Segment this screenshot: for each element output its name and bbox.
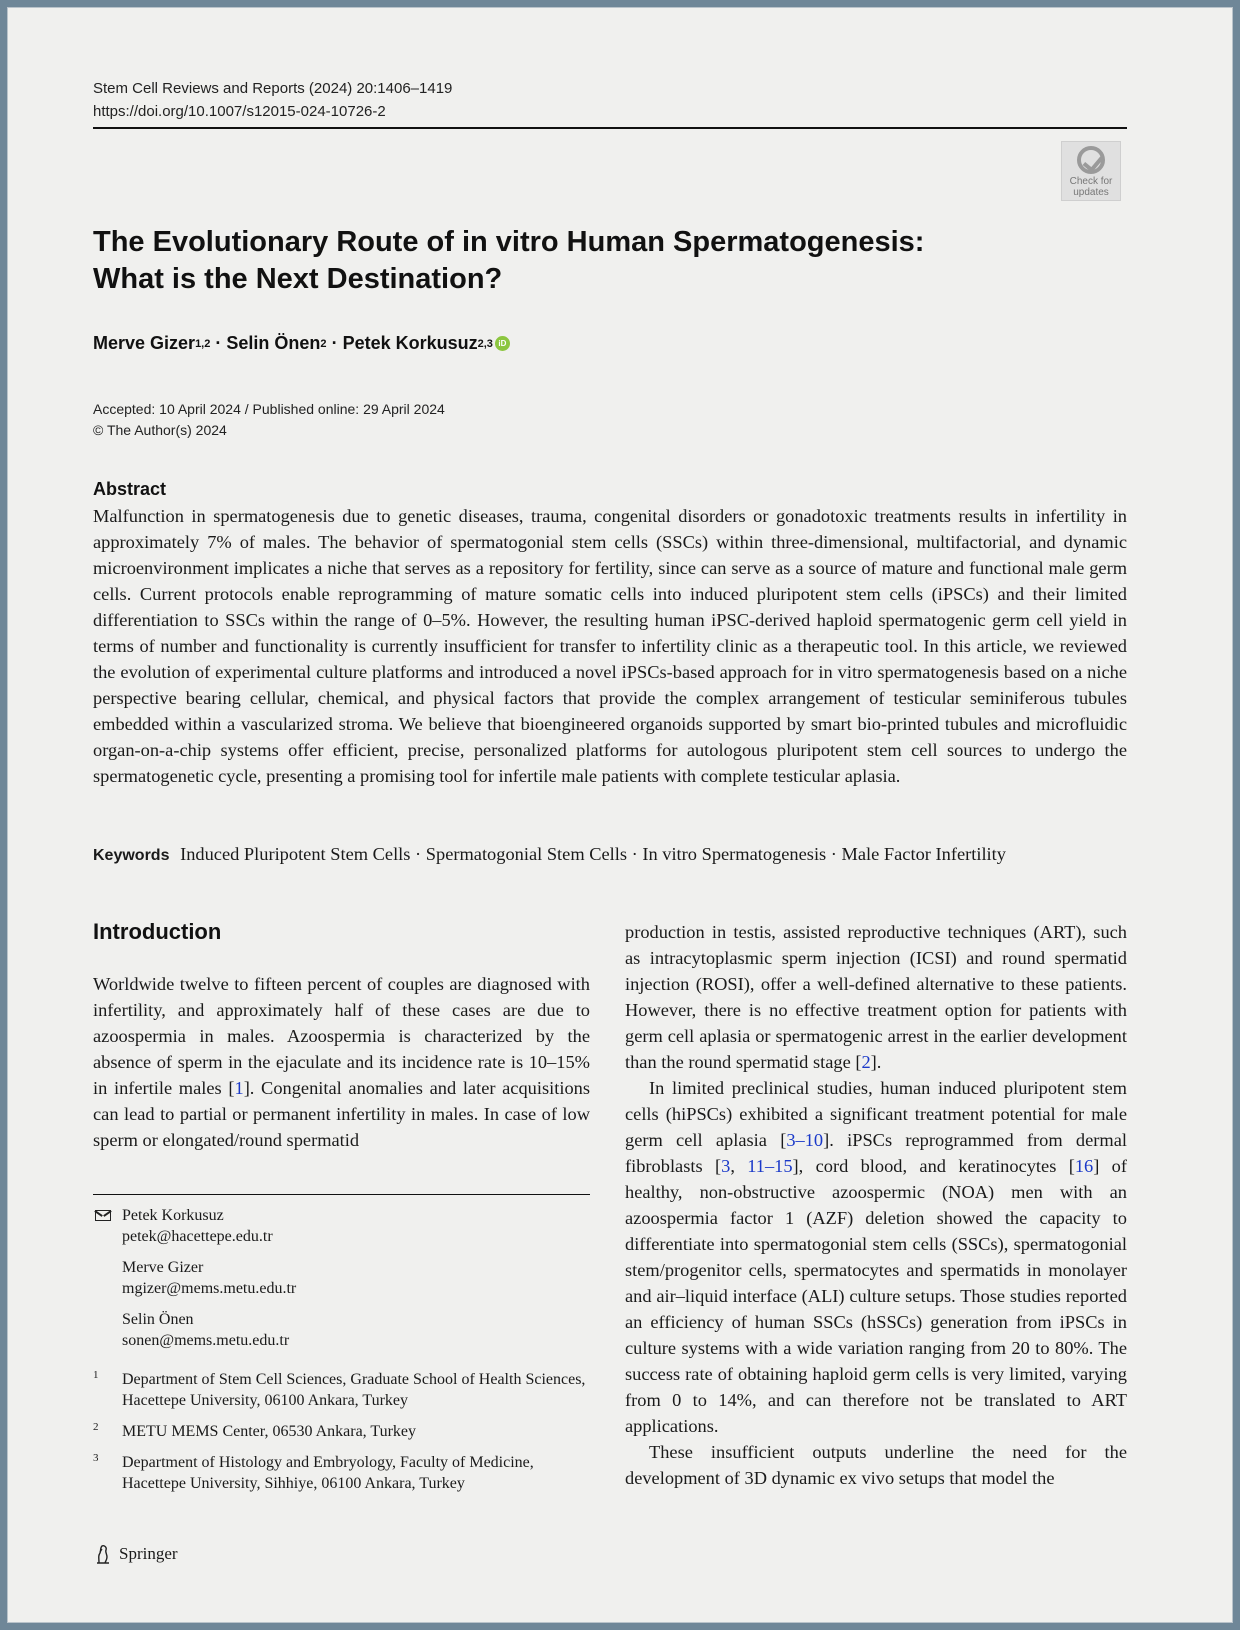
affiliation-entry bbox=[93, 1421, 590, 1442]
springer-horse-icon bbox=[93, 1543, 113, 1565]
publisher-footer bbox=[93, 1543, 178, 1565]
abstract-text: Malfunction in spermatogenesis due to genetic diseases, trauma, congenital disorders or gonadotoxic treatments results in infertility in approximately 7% of males. The behavior of spermatogonial stem cells (SSCs) within three-dimensional, multifactorial, and dynamic microenvironment implicates a niche that serves as a repository for fertility, since can serve as a source of mature and functional male germ cells. Current protocols enable reprogramming of mature somatic cells into induced pluripotent stem cells (iPSCs) and their limited differentiation to SSCs within the range of 0–5%. However, the resulting human iPSC-derived haploid spermatogenic germ cell yield in terms of number and functionality is currently insufficient for transfer to infertility clinic as a therapeutic tool. In this article, we reviewed the evolution of experimental culture platforms and introduced a novel iPSCs-based approach for in vitro spermatogenesis based on a niche perspective bearing cellular, chemical, and physical factors that provide the complex arrangement of testicular seminiferous tubules embedded within a vascularized stroma. We believe that bioengineered organoids supported by smart bio-printed tubules and microfluidic organ-on-a-chip systems offer efficient, precise, personalized platforms for autologous pluripotent stem cell sources to undergo the spermatogenetic cycle, presenting a promising tool for infertile male patients with complete testicular aplasia. bbox=[93, 506, 1127, 786]
author-affil-sup: 2,3 bbox=[477, 337, 493, 350]
contact-entry bbox=[93, 1309, 590, 1351]
affiliation-number: 2 bbox=[93, 1421, 99, 1433]
doi-link[interactable]: https://doi.org/10.1007/s12015-024-10726-2 bbox=[93, 103, 386, 120]
contact-email[interactable]: petek@hacettepe.edu.tr bbox=[122, 1228, 273, 1245]
author-name[interactable]: Petek Korkusuz bbox=[342, 333, 478, 353]
body-column-right bbox=[625, 919, 1127, 1491]
journal-header bbox=[93, 77, 452, 123]
accepted-published-line: Accepted: 10 April 2024 / Published online: 29 April 2024 bbox=[93, 401, 445, 417]
check-updates-icon bbox=[1077, 146, 1105, 174]
contact-entry bbox=[93, 1205, 590, 1247]
paragraph: These insufficient outputs underline the need for the development of 3D dynamic ex vivo setups that model the bbox=[625, 1442, 1127, 1488]
corresponding-contacts bbox=[93, 1205, 590, 1361]
citation-link[interactable]: 3–10 bbox=[786, 1130, 824, 1150]
affiliations bbox=[93, 1369, 590, 1504]
paper-page bbox=[7, 7, 1233, 1623]
contact-name: Merve Gizer bbox=[122, 1259, 204, 1276]
author-affil-sup: 2 bbox=[320, 337, 327, 350]
orcid-icon[interactable]: iD bbox=[495, 336, 510, 351]
header-rule bbox=[93, 127, 1127, 129]
footnote-rule bbox=[93, 1194, 590, 1195]
author-separator: · bbox=[215, 333, 222, 353]
author-affil-sup: 1,2 bbox=[195, 337, 211, 350]
envelope-icon bbox=[95, 1210, 111, 1221]
publisher-name: Springer bbox=[119, 1544, 178, 1563]
publication-dates bbox=[93, 399, 445, 441]
introduction-heading: Introduction bbox=[93, 919, 222, 944]
affiliation-text: Department of Stem Cell Sciences, Graduate School of Health Sciences, Hacettepe University, 06100 Ankara, Turkey bbox=[122, 1371, 586, 1409]
contact-email[interactable]: mgizer@mems.metu.edu.tr bbox=[122, 1280, 297, 1297]
affiliation-text: METU MEMS Center, 06530 Ankara, Turkey bbox=[122, 1423, 417, 1440]
citation-link[interactable]: 1 bbox=[234, 1078, 244, 1098]
abstract-heading: Abstract bbox=[93, 479, 167, 499]
affiliation-entry bbox=[93, 1452, 590, 1494]
citation-link[interactable]: 2 bbox=[861, 1052, 871, 1072]
author-name[interactable]: Merve Gizer bbox=[93, 333, 196, 353]
check-badge-text-2: updates bbox=[1073, 187, 1109, 198]
copyright-line: © The Author(s) 2024 bbox=[93, 422, 227, 438]
check-for-updates-badge[interactable] bbox=[1061, 141, 1121, 201]
affiliation-text: Department of Histology and Embryology, Faculty of Medicine, Hacettepe University, Sihhiye, 06100 Ankara, Turkey bbox=[122, 1454, 534, 1492]
affiliation-number: 3 bbox=[93, 1452, 99, 1464]
keywords bbox=[93, 844, 1006, 865]
keywords-heading: Keywords bbox=[93, 847, 170, 864]
author-list bbox=[93, 333, 510, 354]
paragraph: production in testis, assisted reproductive techniques (ART), such as intracytoplasmic sperm injection (ICSI) and round spermatid injection (ROSI), offer a well-defined alternative to these patients. However, there is no effective treatment option for patients with germ cell aplasia or spermatogenic arrest in the earlier development than the round spermatid stage [2]. bbox=[625, 922, 1127, 1072]
citation-link[interactable]: 11–15 bbox=[747, 1156, 793, 1176]
author-separator: · bbox=[331, 333, 338, 353]
citation-link[interactable]: 16 bbox=[1074, 1156, 1094, 1176]
keywords-list: Induced Pluripotent Stem Cells · Spermatogonial Stem Cells · In vitro Spermatogenesis · Male Factor Infertility bbox=[180, 844, 1006, 864]
body-column-left bbox=[93, 971, 590, 1153]
check-badge-text-1: Check for bbox=[1069, 176, 1113, 187]
contact-entry bbox=[93, 1257, 590, 1299]
author-name[interactable]: Selin Önen bbox=[226, 333, 321, 353]
paragraph: Worldwide twelve to fifteen percent of couples are diagnosed with infertility, and approximately half of these cases are due to azoospermia in males. Azoospermia is characterized by the absence of sperm in the ejaculate and its incidence rate is 10–15% in infertile males [1]. Congenital anomalies and later acquisitions can lead to partial or permanent infertility in males. In case of low sperm or elongated/round spermatid bbox=[93, 974, 590, 1150]
affiliation-number: 1 bbox=[93, 1369, 99, 1381]
contact-name: Petek Korkusuz bbox=[122, 1207, 224, 1224]
contact-email[interactable]: sonen@mems.metu.edu.tr bbox=[122, 1332, 290, 1349]
citation-link[interactable]: 3 bbox=[721, 1156, 731, 1176]
contact-name: Selin Önen bbox=[122, 1311, 194, 1328]
paper-title: The Evolutionary Route of in vitro Human Spermatogenesis: What is the Next Destination? bbox=[93, 226, 925, 295]
affiliation-entry bbox=[93, 1369, 590, 1411]
journal-citation: Stem Cell Reviews and Reports (2024) 20:1406–1419 bbox=[93, 80, 453, 97]
paragraph: In limited preclinical studies, human induced pluripotent stem cells (hiPSCs) exhibited a significant treatment potential for male germ cell aplasia [3–10]. iPSCs reprogrammed from dermal fibroblasts [3, 11–15], cord blood, and keratinocytes [16] of healthy, non-obstructive azoospermic (NOA) men with an azoospermia factor 1 (AZF) deletion showed the capacity to differentiate into spermatogonial stem cells (SSCs), spermatogonial stem/progenitor cells, spermatocytes and spermatids in monolayer and air–liquid interface (ALI) culture setups. Those studies reported an efficiency of human SSCs (hSSCs) generation from iPSCs in culture systems with a wide variation ranging from 20 to 80%. The success rate of obtaining haploid germ cells is very limited, varying from 0 to 14%, and can therefore not be translated to ART applications. bbox=[625, 1078, 1127, 1436]
